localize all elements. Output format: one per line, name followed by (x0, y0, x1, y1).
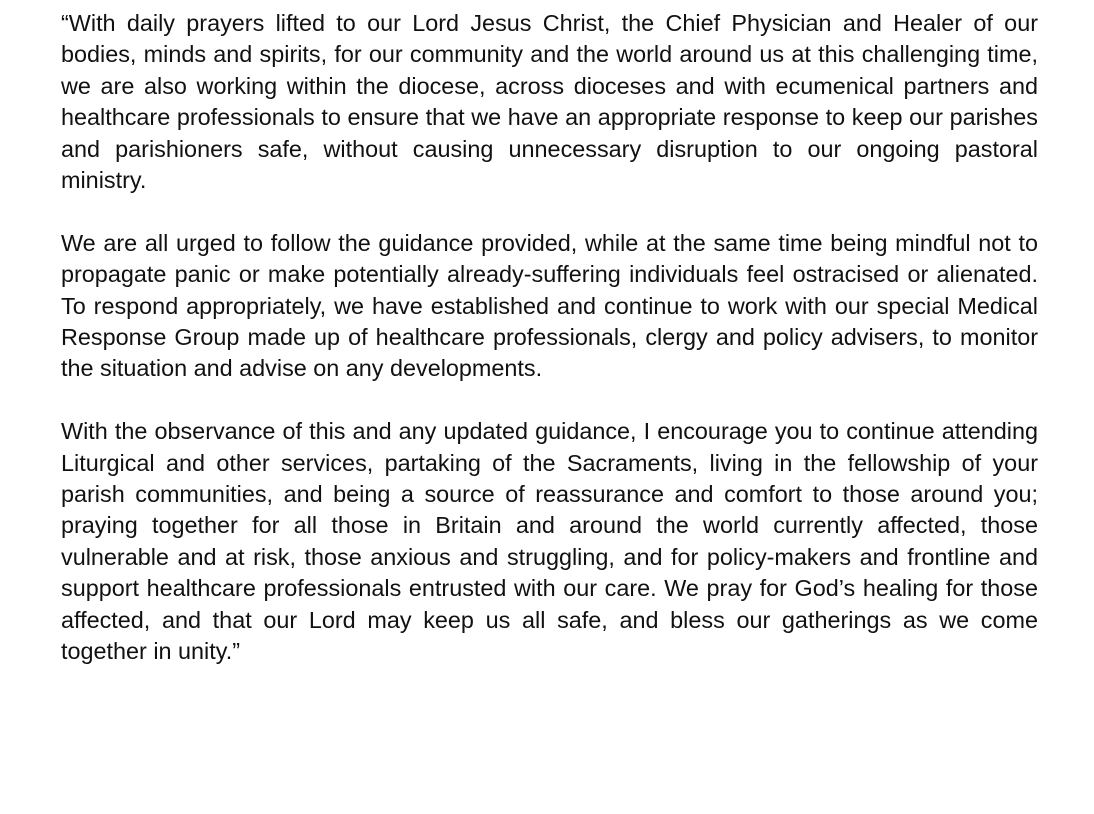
paragraph-3: With the observance of this and any updated guidance, I encourage you to continue attending Liturgical and other services, partaking of the Sacraments, living in the fellowship of your parish communities, and being a source of reassurance and comfort to those around you; praying together for all those in Britain and around the world currently affected, those vulnerable and at risk, those anxious and struggling, and for policy-makers and frontline and support healthcare professionals entrusted with our care. We pray for God’s healing for those affected, and that our Lord may keep us all safe, and bless our gatherings as we come together in unity.” (61, 418, 1038, 665)
paragraph-1: “With daily prayers lifted to our Lord Jesus Christ, the Chief Physician and Healer of our bodies, minds and spirits, for our community and the world around us at this challenging time, we are also working within the diocese, across dioceses and with ecumenical partners and healthcare professionals to ensure that we have an appropriate response to keep our parishes and parishioners safe, without causing unnecessary disruption to our ongoing pastoral ministry. (61, 10, 1038, 194)
document-body (61, 8, 1038, 699)
paragraph-2: We are all urged to follow the guidance provided, while at the same time being mindful not to propagate panic or make potentially already-suffering individuals feel ostracised or alienated. To respond appropriately, we have established and continue to work with our special Medical Response Group made up of healthcare professionals, clergy and policy advisers, to monitor the situation and advise on any developments. (61, 229, 1038, 382)
